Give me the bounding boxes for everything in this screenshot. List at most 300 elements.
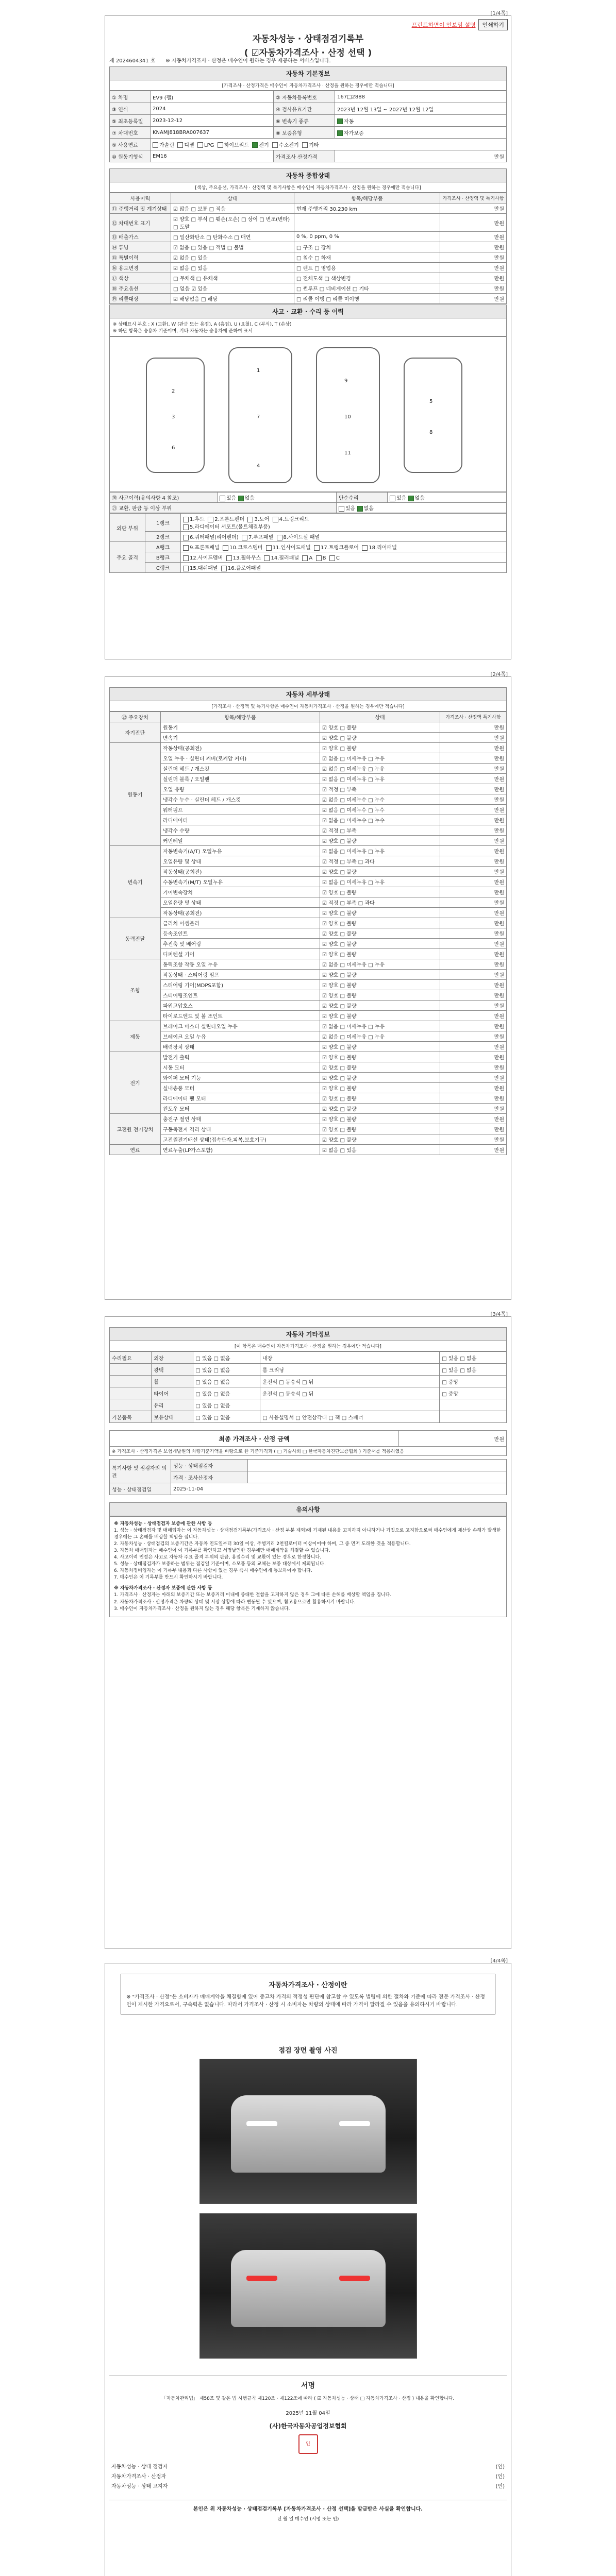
condition-row xyxy=(110,232,507,242)
checkbox-icon xyxy=(273,517,278,522)
signer-cell: (인) xyxy=(495,2484,505,2489)
condition-item: □ 전체도색 □ 색상변경 xyxy=(294,273,440,283)
detail-row xyxy=(110,1104,507,1114)
part-name: 고전원전기배선 상태(접속단자,피복,보호기구) xyxy=(161,1134,320,1145)
rank-a-items: 9.프론트패널 10.크로스멤버 11.인사이드패널 17.트렁크플로어 18.리어패널 xyxy=(181,542,507,552)
col-part: 항목/해당부품 xyxy=(161,712,320,722)
condition-item: □ 렌트 □ 영업용 xyxy=(294,263,440,273)
part-status: ☑ 양호 □ 불량 xyxy=(320,970,440,980)
etc-cell xyxy=(110,1387,152,1399)
price-mark: 만원 xyxy=(440,1145,507,1155)
motor-label: ⑩ 원동기형식 xyxy=(110,150,151,162)
photo-section xyxy=(109,2045,507,2055)
detail-row xyxy=(110,815,507,825)
vin-label: ⑦ 차대번호 xyxy=(110,127,151,139)
condition-row xyxy=(110,294,507,304)
condition-row xyxy=(110,252,507,263)
part-name: 실린더 블록 / 오일팬 xyxy=(161,774,320,784)
record-page-3 xyxy=(105,1312,511,1949)
price-mark: 만원 xyxy=(440,887,507,897)
checkbox-icon xyxy=(238,496,244,501)
detail-row xyxy=(110,774,507,784)
part-name: 배력장치 상태 xyxy=(161,1042,320,1052)
part-status: ☑ 양호 □ 불량 xyxy=(320,1093,440,1104)
price-mark: 만원 xyxy=(440,273,507,283)
condition-label: ⑱ 주요옵션 xyxy=(110,283,171,294)
checkbox-icon xyxy=(226,555,232,561)
notice-item: 1. 성능 · 상태점검자 및 매매업자는 이 자동차성능 · 상태점검기록부(가격조사 · 산정 부분 제외)에 기재된 내용을 고지하지 아니하거나 거짓으로 고지함으로써 매수인에게 재산상 손해가 발생한 경우에는 그 손해를 배상할 책임을 집니다. xyxy=(114,1528,501,1540)
checkbox-icon xyxy=(357,506,363,512)
price-mark: 만원 xyxy=(440,242,507,252)
fuel-options: 가솔린 디젤 LPG 하이브리드 전기 수소전기 기타 xyxy=(151,139,507,150)
price-mark: 만원 xyxy=(440,1062,507,1073)
etc-cell xyxy=(110,1364,152,1376)
print-button[interactable]: 인쇄하기 xyxy=(478,19,508,30)
part-name: 타이로드엔드 및 볼 조인트 xyxy=(161,1011,320,1021)
detail-row xyxy=(110,825,507,836)
basic-info-table xyxy=(109,91,507,162)
condition-state: □ 없음 ☑ 있음 xyxy=(171,283,294,294)
basic-info-section xyxy=(109,66,507,162)
price-mark: 만원 xyxy=(440,1042,507,1052)
part-status: ☑ 없음 □ 미세누유 □ 누유 xyxy=(320,959,440,970)
col-price: 가격조사 · 산정액 특기사항 xyxy=(440,712,507,722)
part-status: ☑ 양호 □ 불량 xyxy=(320,928,440,939)
price-unit: 만원 xyxy=(335,150,507,162)
part-number: 9 xyxy=(344,378,348,384)
part-status: ☑ 양호 □ 불량 xyxy=(320,733,440,743)
notice-item: 3. 매수인이 자동차가격조사 · 산정을 원하지 않는 경우 해당 항목은 기재하지 않습니다. xyxy=(114,1606,290,1612)
part-name: 수동변속기(M/T) 오일누유 xyxy=(161,877,320,887)
inspection-date-value: 2025-11-04 xyxy=(171,1483,507,1495)
part-status: ☑ 양호 □ 불량 xyxy=(320,990,440,1001)
price-mark: 만원 xyxy=(440,918,507,928)
detail-row xyxy=(110,867,507,877)
part-name: 스티어링 기어(MDPS포함) xyxy=(161,980,320,990)
part-number: 1 xyxy=(257,368,260,374)
part-name: 실린더 헤드 / 개스킷 xyxy=(161,764,320,774)
signature-title: 서명 xyxy=(109,2376,507,2391)
condition-label: ⑰ 색상 xyxy=(110,273,171,283)
signer-cell: (인) xyxy=(495,2474,505,2480)
part-number: 3 xyxy=(172,414,175,420)
part-status: ☑ 없음 □ 미세누유 □ 누유 xyxy=(320,877,440,887)
detail-row xyxy=(110,908,507,918)
model-label: ① 차명 xyxy=(110,91,151,103)
part-name: 구동축전지 격리 상태 xyxy=(161,1124,320,1134)
part-number: 4 xyxy=(257,463,260,469)
rank1-items: 1.후드 2.프론트펜더 3.도어 4.트렁크리드 5.라디에이터 서포트(볼트체결부품) xyxy=(181,514,507,532)
part-status: ☑ 없음 □ 미세누유 □ 누유 xyxy=(320,764,440,774)
checkbox-icon xyxy=(223,545,228,551)
etc-table xyxy=(109,1351,507,1423)
checkbox-icon xyxy=(252,142,258,148)
simple-repair-label: 단순수리 xyxy=(337,493,388,503)
checkbox-icon xyxy=(316,555,322,561)
document-subtitle xyxy=(109,56,507,64)
detail-row xyxy=(110,949,507,959)
condition-row xyxy=(110,283,507,294)
device-group: 동력전달 xyxy=(110,918,161,959)
price-mark: 만원 xyxy=(440,959,507,970)
part-status: ☑ 양호 □ 불량 xyxy=(320,1134,440,1145)
page-number: [1/4쪽] xyxy=(490,11,508,16)
checkbox-icon xyxy=(183,517,189,522)
legend-line-1: ※ 상태표시 부호 : X (교환), W (판금 또는 용접), A (흠집), U (요철), C (부식), T (손상) xyxy=(113,322,292,327)
car-left-side-icon xyxy=(146,358,205,473)
detail-row xyxy=(110,794,507,805)
part-status: ☑ 양호 □ 불량 xyxy=(320,1001,440,1011)
device-group: 고전원 전기장치 xyxy=(110,1114,161,1145)
part-status: ☑ 양호 □ 불량 xyxy=(320,949,440,959)
price-mark: 만원 xyxy=(440,1001,507,1011)
price-mark: 만원 xyxy=(440,928,507,939)
price-mark: 만원 xyxy=(440,1134,507,1145)
part-name: 커먼레일 xyxy=(161,836,320,846)
legend-line-2: ※ 하단 항목은 승용차 기준이며, 기타 자동차는 승용차에 준하여 표시 xyxy=(113,329,253,334)
checkbox-icon xyxy=(183,535,189,540)
price-mark: 만원 xyxy=(440,232,507,242)
condition-item: □ 리콜 이행 □ 리콜 미이행 xyxy=(294,294,440,304)
final-price-unit: 만원 xyxy=(399,1431,507,1447)
etc-cell: 외장 xyxy=(152,1352,193,1364)
detail-row xyxy=(110,928,507,939)
part-number: 8 xyxy=(429,430,433,435)
condition-item: 0 %, 0 ppm, 0 % xyxy=(294,232,440,242)
part-status: ☑ 없음 □ 미세누수 □ 누수 xyxy=(320,805,440,815)
checkbox-icon xyxy=(183,524,189,530)
part-status: ☑ 양호 □ 불량 xyxy=(320,1011,440,1021)
price-mark: 만원 xyxy=(440,990,507,1001)
photo-title: 점검 장면 촬영 사진 xyxy=(278,2047,338,2055)
accident-history-table xyxy=(109,492,507,513)
detail-row xyxy=(110,1031,507,1042)
part-name: 스티어링조인트 xyxy=(161,990,320,1001)
condition-item: □ 침수 □ 화재 xyxy=(294,252,440,263)
motor-value: EM16 xyxy=(151,150,274,162)
rank-c-label: C랭크 xyxy=(145,563,181,573)
checkbox-icon xyxy=(337,130,343,136)
etc-cell: 운전석 □ 동승석 □ 뒤 xyxy=(260,1387,440,1399)
condition-state: ☑ 해당없음 □ 해당 xyxy=(171,294,294,304)
record-page-1 xyxy=(105,11,511,659)
car-front-photo xyxy=(199,2059,417,2204)
part-status: ☑ 양호 □ 불량 xyxy=(320,1083,440,1093)
title-line-2: ( ☑자동차가격조사 · 산정 선택 ) xyxy=(244,48,372,58)
part-status: ☑ 양호 □ 불량 xyxy=(320,980,440,990)
part-status: ☑ 적정 □ 부족 xyxy=(320,784,440,794)
etc-note: [이 항목은 매수인이 자동차가격조사 · 산정을 원하는 경우에만 적습니다] xyxy=(109,1341,507,1351)
price-mark: 만원 xyxy=(440,722,507,733)
condition-state: ☑ 없음 □ 있음 xyxy=(171,252,294,263)
part-status: ☑ 양호 □ 불량 xyxy=(320,1104,440,1114)
part-status: ☑ 적정 □ 부족 □ 과다 xyxy=(320,897,440,908)
condition-row xyxy=(110,242,507,252)
help-link[interactable]: 프린트하면이 안보임 설명 xyxy=(411,22,476,28)
price-mark: 만원 xyxy=(440,1021,507,1031)
price-label: 가격조사 산정가격 xyxy=(274,150,335,162)
opinion-label: 특기사항 및 점검자의 의견 xyxy=(110,1460,171,1483)
etc-cell: □ 있음 □ 없음 xyxy=(440,1352,507,1364)
checkbox-icon xyxy=(264,555,270,561)
car-body-icon xyxy=(231,2250,386,2327)
price-mark: 만원 xyxy=(440,1083,507,1093)
detail-row xyxy=(110,1042,507,1052)
document-title xyxy=(105,31,511,58)
general-condition-table xyxy=(109,193,507,304)
accident-legend xyxy=(109,318,507,336)
part-name: 라디에이터 xyxy=(161,815,320,825)
part-name: 클러치 어셈블리 xyxy=(161,918,320,928)
part-number: 6 xyxy=(172,445,175,451)
checkbox-icon xyxy=(153,142,158,148)
checkbox-icon xyxy=(329,555,335,561)
part-name: 작동상태(공회전) xyxy=(161,743,320,753)
final-price-table xyxy=(109,1430,507,1456)
price-mark: 만원 xyxy=(440,970,507,980)
etc-section xyxy=(109,1327,507,1617)
general-condition-note: [색상, 주요옵션, 가격조사 · 산정액 및 특기사항은 매수인이 자동차가격조사 · 산정을 원하는 경우에만 적습니다] xyxy=(109,182,507,193)
price-mark: 만원 xyxy=(440,815,507,825)
signer-cell xyxy=(419,2481,440,2490)
part-number: 10 xyxy=(344,414,351,420)
part-name: 작동상태(공회전) xyxy=(161,908,320,918)
part-name: 연료누출(LP가스포함) xyxy=(161,1145,320,1155)
etc-row xyxy=(110,1399,507,1411)
rank1-label: 1랭크 xyxy=(145,514,181,532)
year-label: ③ 연식 xyxy=(110,103,151,115)
notice-item: 5. 성능 · 상태점검자가 보증하는 범위는 점검일 기준이며, 소모품 등의 교체는 보증 대상에서 제외됩니다. xyxy=(114,1562,326,1567)
price-mark: 만원 xyxy=(440,877,507,887)
etc-row xyxy=(110,1411,507,1423)
part-name: 원동기 xyxy=(161,722,320,733)
condition-state: □ 일산화탄소 □ 탄화수소 □ 매연 xyxy=(171,232,294,242)
appraisal-info-box xyxy=(121,1974,495,2014)
part-name: 작동상태 · 스티어링 펌프 xyxy=(161,970,320,980)
detail-row xyxy=(110,1145,507,1155)
part-status: ☑ 양호 □ 불량 xyxy=(320,918,440,928)
price-mark: 만원 xyxy=(440,908,507,918)
part-name: 오일 유량 xyxy=(161,784,320,794)
detail-row xyxy=(110,970,507,980)
etc-cell: 기본품목 xyxy=(110,1411,152,1423)
checkbox-icon xyxy=(221,566,227,571)
inspector-value xyxy=(248,1460,507,1471)
price-mark: 만원 xyxy=(440,1031,507,1042)
part-name: 오일유량 및 상태 xyxy=(161,856,320,867)
detail-row xyxy=(110,733,507,743)
price-mark: 만원 xyxy=(440,252,507,263)
signer-cell: 자동차성능 · 상태 점검자 xyxy=(111,2464,168,2470)
etc-cell xyxy=(440,1399,507,1411)
part-name: 오일 누유 · 실린더 커버(로커암 커버) xyxy=(161,753,320,764)
part-name: 작동상태(공회전) xyxy=(161,867,320,877)
part-name: 브레이크 오일 누유 xyxy=(161,1031,320,1042)
taillight-icon xyxy=(339,2276,370,2281)
device-group: 자기진단 xyxy=(110,722,161,743)
inspection-date-label: 성능 · 상태점검일 xyxy=(110,1483,171,1495)
plate-label: ② 자동차등록번호 xyxy=(274,91,335,103)
signer-cell: 자동차가격조사 · 산정자 xyxy=(111,2474,167,2480)
appraisal-info-text: ※ "가격조사 · 산정"은 소비자가 매매계약을 체결함에 있어 중고차 가격의 적정성 판단에 참고할 수 있도록 법령에 의한 절차와 기준에 따라 전문 가격조사 · 산정인이 제시한 가격으로서, 구속력은 없습니다. 따라서 가격조사 · 산정 시 소비자는 차량의 상태에 따라 가격이 달라질 수 있음을 유의하시기 바랍니다. xyxy=(126,1994,485,2008)
etc-cell: □ 있음 □ 없음 xyxy=(193,1399,260,1411)
part-name: 시동 모터 xyxy=(161,1062,320,1073)
organization-name: (사)한국자동차공업정보협회 xyxy=(269,2422,347,2430)
part-status: ☑ 없음 □ 미세누유 □ 누유 xyxy=(320,846,440,856)
basic-info-title: 자동차 기본정보 xyxy=(109,66,507,80)
headlight-icon xyxy=(339,2121,370,2126)
part-status: ☑ 없음 □ 미세누유 □ 누유 xyxy=(320,1031,440,1042)
part-number: 11 xyxy=(344,450,351,456)
buyer-sign-line: 년 월 일 매수인 (서명 또는 인) xyxy=(277,2517,339,2522)
checkbox-icon xyxy=(408,496,414,501)
taillight-icon xyxy=(246,2276,277,2281)
etc-cell xyxy=(110,1376,152,1387)
notice-item: 3. 자동차 매매업자는 매수인이 이 기록부를 확인하고 서명날인한 경우에만 매매계약을 체결할 수 있습니다. xyxy=(114,1548,330,1554)
main-frame-label: 주요 골격 xyxy=(110,542,145,573)
checkbox-icon xyxy=(208,517,213,522)
vin-value: KNAMJ818BRA007637 xyxy=(151,127,274,139)
part-status: ☑ 없음 □ 미세누수 □ 누수 xyxy=(320,794,440,805)
device-group: 제동 xyxy=(110,1021,161,1052)
detail-row xyxy=(110,1073,507,1083)
checkbox-icon xyxy=(177,142,183,148)
car-right-side-icon xyxy=(404,358,462,473)
price-mark: 만원 xyxy=(440,939,507,949)
condition-row xyxy=(110,204,507,214)
device-group: 전기 xyxy=(110,1052,161,1114)
part-name: 충전구 절연 상태 xyxy=(161,1114,320,1124)
detail-row xyxy=(110,1062,507,1073)
part-name: 추진축 및 베어링 xyxy=(161,939,320,949)
signer-row xyxy=(109,2461,507,2471)
top-bar xyxy=(412,19,508,30)
part-status: ☑ 없음 □ 미세누유 □ 누유 xyxy=(320,774,440,784)
price-mark: 만원 xyxy=(440,897,507,908)
checkbox-icon xyxy=(302,142,308,148)
etc-cell: 운전석 □ 동승석 □ 뒤 xyxy=(260,1376,440,1387)
col-device: ㉒ 주요장치 xyxy=(110,712,161,722)
rank2-items: 6.쿼터패널(리어펜더) 7.루프패널 8.사이드실 패널 xyxy=(181,532,507,542)
first-reg-value: 2023-12-12 xyxy=(151,115,274,127)
price-mark: 만원 xyxy=(440,1114,507,1124)
outer-panel-label: 외판 부위 xyxy=(110,514,145,542)
signer-cell: (인) xyxy=(495,2464,505,2470)
detail-row xyxy=(110,1001,507,1011)
detail-title: 자동차 세부상태 xyxy=(109,687,507,701)
condition-label: ⑲ 리콜대상 xyxy=(110,294,171,304)
notice-item: 2. 자동차성능 · 상태점검의 보증기간은 자동차 인도일부터 30일 이상, 주행거리 2천킬로미터 이상이어야 하며, 그 중 먼저 도래한 것을 적용합니다. xyxy=(114,1541,411,1547)
checkbox-icon xyxy=(272,142,278,148)
signature-date: 2025년 11월 04일 xyxy=(286,2411,330,2416)
period-value: 2023년 12월 13일 ~ 2027년 12월 12일 xyxy=(335,103,507,115)
part-name: 오일유량 및 상태 xyxy=(161,897,320,908)
detail-row xyxy=(110,1093,507,1104)
price-mark: 만원 xyxy=(440,733,507,743)
detail-row xyxy=(110,1134,507,1145)
part-number: 2 xyxy=(172,388,175,394)
col-state: 상태 xyxy=(171,193,294,204)
device-group: 원동기 xyxy=(110,743,161,846)
checkbox-icon xyxy=(218,142,223,148)
etc-cell: 타이어 xyxy=(152,1387,193,1399)
checkbox-icon xyxy=(339,506,344,512)
signer-table xyxy=(109,2461,507,2490)
checkbox-icon xyxy=(247,517,253,522)
etc-cell: 수리필요 xyxy=(110,1352,152,1364)
parts-title: ㉑ 교환, 판금 등 이상 부위 xyxy=(110,503,337,513)
condition-item xyxy=(294,214,440,232)
detail-section xyxy=(109,687,507,1155)
part-name: 동력조향 작동 오일 누유 xyxy=(161,959,320,970)
condition-state: ☑ 많음 □ 보통 □ 적음 xyxy=(171,204,294,214)
signature-text: 「자동차관리법」 제58조 및 같은 법 시행규칙 제120조 · 제122조에 따라 ( ☑ 자동차성능 · 상태 □ 자동차가격조사 · 산정 ) 내용을 확인합니다. xyxy=(161,2396,455,2401)
part-name: 디퍼렌셜 기어 xyxy=(161,949,320,959)
price-mark: 만원 xyxy=(440,263,507,273)
col-status: 상태 xyxy=(320,712,440,722)
price-mark: 만원 xyxy=(440,784,507,794)
price-mark: 만원 xyxy=(440,949,507,959)
part-name: 냉각수 누수 · 실린더 헤드 / 개스킷 xyxy=(161,794,320,805)
condition-item: □ 썬루프 □ 네비게이션 □ 기타 xyxy=(294,283,440,294)
detail-row xyxy=(110,939,507,949)
title-line-1: 자동차성능 · 상태점검기록부 xyxy=(252,34,364,44)
part-status: ☑ 없음 □ 미세누수 □ 누수 xyxy=(320,815,440,825)
accident-title: 사고 · 교환 · 수리 등 이력 xyxy=(109,304,507,318)
signer-row xyxy=(109,2481,507,2490)
etc-cell: □ 있음 □ 없음 xyxy=(440,1364,507,1376)
part-status: ☑ 양호 □ 불량 xyxy=(320,1114,440,1124)
detail-row xyxy=(110,990,507,1001)
price-mark: 만원 xyxy=(440,204,507,214)
detail-row xyxy=(110,887,507,897)
official-seal-icon: 인 xyxy=(298,2434,318,2454)
checkbox-icon xyxy=(197,142,203,148)
detail-row xyxy=(110,918,507,928)
part-status: ☑ 양호 □ 불량 xyxy=(320,1124,440,1134)
part-name: 변속기 xyxy=(161,733,320,743)
part-status: ☑ 없음 □ 미세누유 □ 누유 xyxy=(320,753,440,764)
checkbox-icon xyxy=(337,118,343,124)
record-page-2 xyxy=(105,672,511,1300)
part-name: 냉각수 수량 xyxy=(161,825,320,836)
price-mark: 만원 xyxy=(440,1011,507,1021)
condition-label: ⑫ 차대번호 표기 xyxy=(110,214,171,232)
etc-cell: □ 있음 □ 없음 xyxy=(193,1411,260,1423)
basic-info-note: [가격조사 · 산정가격은 매수인이 자동차가격조사 · 산정을 원하는 경우에만 적습니다] xyxy=(109,80,507,91)
part-status: ☑ 양호 □ 불량 xyxy=(320,908,440,918)
detail-row xyxy=(110,1052,507,1062)
signer-cell xyxy=(419,2471,440,2481)
part-status: ☑ 양호 □ 불량 xyxy=(320,836,440,846)
part-name: 파워고압호스 xyxy=(161,1001,320,1011)
final-price-title: 최종 가격조사 · 산정 금액 xyxy=(110,1431,399,1447)
price-mark: 만원 xyxy=(440,1093,507,1104)
notice-item: 1. 가격조사 · 산정자는 아래의 보증기간 또는 보증거리 이내에 중대한 결함을 고지하지 않은 경우 그에 따른 손해를 배상할 책임을 집니다. xyxy=(114,1592,392,1598)
part-status: ☑ 양호 □ 불량 xyxy=(320,1062,440,1073)
price-mark: 만원 xyxy=(440,867,507,877)
accident-value: 있음 없음 xyxy=(218,493,337,503)
checkbox-icon xyxy=(183,545,189,551)
part-status: ☑ 없음 □ 미세누유 □ 누유 xyxy=(320,1021,440,1031)
etc-cell: 휠 xyxy=(152,1376,193,1387)
notice-item: 6. 자동차정비업자는 이 기록부 내용과 다른 사항이 있는 경우 즉시 매수인에게 통보하여야 합니다. xyxy=(114,1568,312,1574)
device-group: 변속기 xyxy=(110,846,161,918)
detail-row xyxy=(110,1083,507,1093)
price-mark: 만원 xyxy=(440,794,507,805)
checkbox-icon xyxy=(220,496,225,501)
part-number: 5 xyxy=(429,399,433,404)
